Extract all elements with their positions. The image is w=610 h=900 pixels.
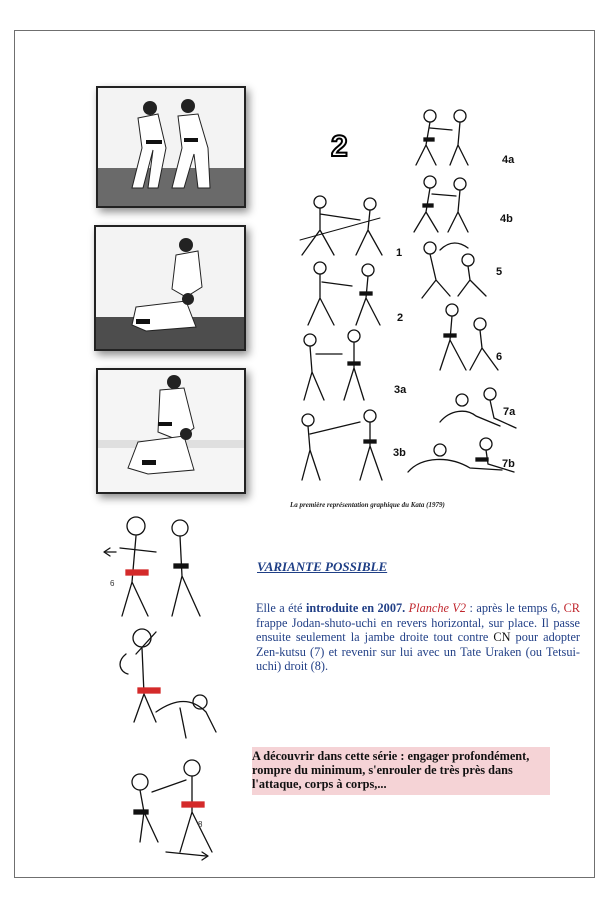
variant-text-1: Elle a été (256, 601, 306, 615)
step-label-4a: 4a (502, 154, 515, 166)
cr-label: CR (563, 601, 580, 615)
step-label-5: 5 (496, 266, 503, 278)
figure-number-8: 8 (198, 820, 203, 829)
variant-text-bold: introduite en 2007. (305, 601, 406, 615)
planche-reference: Planche V2 (408, 601, 467, 615)
highlight-note: A découvrir dans cette série : engager profondément, rompre du minimum, s'enrouler de très près dans l'attaque, corps à corps,... (252, 747, 550, 795)
variant-text-4: frappe Jodan-shuto-uchi en revers horizontal, sur place. Il passe ensuite seulement la jambe droite tout contre (256, 615, 580, 645)
illustration-caption: La première représentation graphique du Kata (1979) (290, 501, 445, 509)
variant-text-3: : après le temps 6, (466, 601, 564, 615)
cn-label: CN (493, 630, 511, 645)
step-label-3a: 3a (394, 384, 407, 396)
photo-3 (96, 368, 246, 494)
step-label-7a: 7a (503, 406, 516, 418)
variant-title: VARIANTE POSSIBLE (257, 559, 388, 574)
variant-illustration (96, 512, 226, 872)
plate-number: 2 (331, 130, 347, 163)
step-label-6: 6 (496, 351, 503, 363)
step-label-2: 2 (397, 312, 404, 324)
step-label-7b: 7b (502, 458, 515, 470)
figure-number-6: 6 (110, 579, 115, 588)
kata-sequence-illustration (290, 100, 530, 495)
variant-text-5: pour adopter Zen-kutsu (7) et revenir sur lui avec un Tate Uraken (ou Tetsui-uchi) droit (8). (256, 630, 581, 674)
step-label-1: 1 (396, 247, 403, 259)
variant-paragraph (256, 601, 580, 674)
photo-2 (94, 225, 246, 351)
photo-1 (96, 86, 246, 208)
step-label-3b: 3b (393, 447, 406, 459)
step-label-4b: 4b (500, 213, 513, 225)
